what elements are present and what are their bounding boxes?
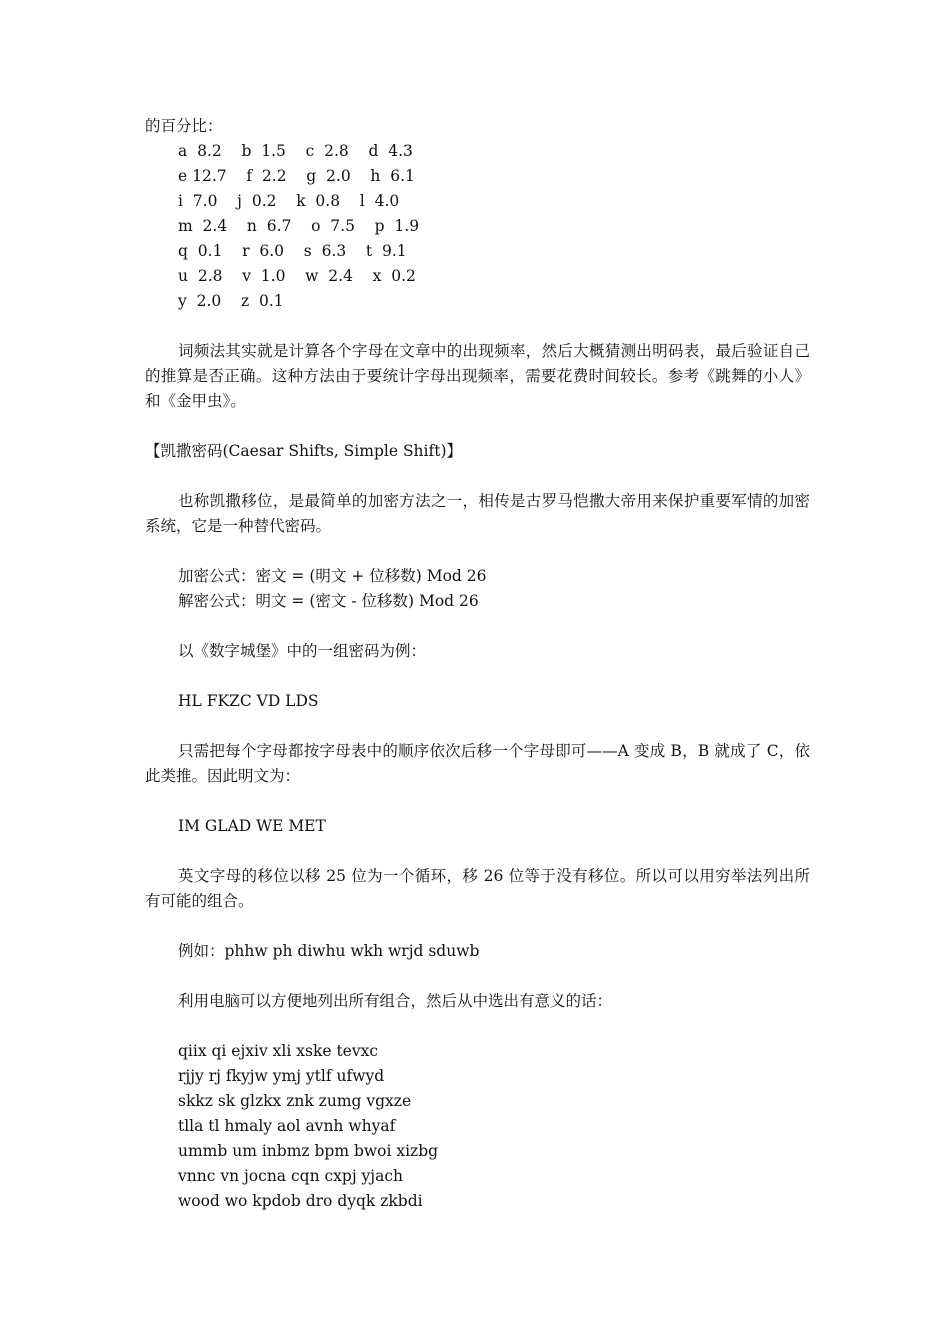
combination-item: skkz sk glzkx znk zumg vgxze (178, 1092, 412, 1110)
formula-decrypt: 解密公式：明文 = (密文 - 位移数) Mod 26 (178, 592, 479, 610)
cipher-example: HL FKZC VD LDS (178, 692, 319, 710)
formula-encrypt: 加密公式：密文 = (明文 + 位移数) Mod 26 (178, 567, 487, 585)
paragraph-shift: 只需把每个字母都按字母表中的顺序依次后移一个字母即可——A 变成 B，B 就成了 C，依此类推。因此明文为： (145, 742, 810, 785)
combination-item: vnnc vn jocna cqn cxpj yjach (178, 1167, 404, 1185)
combination-item: rjjy rj fkyjw ymj ytlf ufwyd (178, 1067, 385, 1085)
combination-list (145, 1039, 810, 1214)
paragraph-cycle: 英文字母的移位以移 25 位为一个循环，移 26 位等于没有移位。所以可以用穷举法列出所有可能的组合。 (145, 867, 810, 910)
paragraph-computer: 利用电脑可以方便地列出所有组合，然后从中选出有意义的话： (178, 992, 613, 1010)
example-line: 例如：phhw ph diwhu wkh wrjd sduwb (178, 942, 480, 960)
frequency-row: i 7.0 j 0.2 k 0.8 l 4.0 (178, 192, 400, 210)
frequency-row: e 12.7 f 2.2 g 2.0 h 6.1 (178, 167, 415, 185)
frequency-row: u 2.8 v 1.0 w 2.4 x 0.2 (178, 267, 416, 285)
frequency-row: m 2.4 n 6.7 o 7.5 p 1.9 (178, 217, 420, 235)
intro-line: 的百分比： (145, 117, 223, 135)
example-intro: 以《数字城堡》中的一组密码为例： (178, 642, 427, 660)
combination-item: tlla tl hmaly aol avnh whyaf (178, 1117, 396, 1135)
combination-item: qiix qi ejxiv xli xske tevxc (178, 1042, 379, 1060)
document-page (145, 114, 810, 1214)
section-heading: 【凯撒密码(Caesar Shifts, Simple Shift)】 (145, 442, 463, 460)
paragraph-frequency: 词频法其实就是计算各个字母在文章中的出现频率，然后大概猜测出明码表，最后验证自己的推算是否正确。这种方法由于要统计字母出现频率，需要花费时间较长。参考《跳舞的小人》和《金甲虫》。 (145, 342, 810, 410)
paragraph-caesar: 也称凯撒移位，是最简单的加密方法之一，相传是古罗马恺撒大帝用来保护重要军情的加密系统，它是一种替代密码。 (145, 492, 810, 535)
combination-item: wood wo kpdob dro dyqk zkbdi (178, 1192, 423, 1210)
frequency-row: y 2.0 z 0.1 (178, 292, 284, 310)
frequency-table (145, 139, 810, 314)
frequency-row: q 0.1 r 6.0 s 6.3 t 9.1 (178, 242, 407, 260)
plain-example: IM GLAD WE MET (178, 817, 326, 835)
combination-item: ummb um inbmz bpm bwoi xizbg (178, 1142, 439, 1160)
frequency-row: a 8.2 b 1.5 c 2.8 d 4.3 (178, 142, 413, 160)
